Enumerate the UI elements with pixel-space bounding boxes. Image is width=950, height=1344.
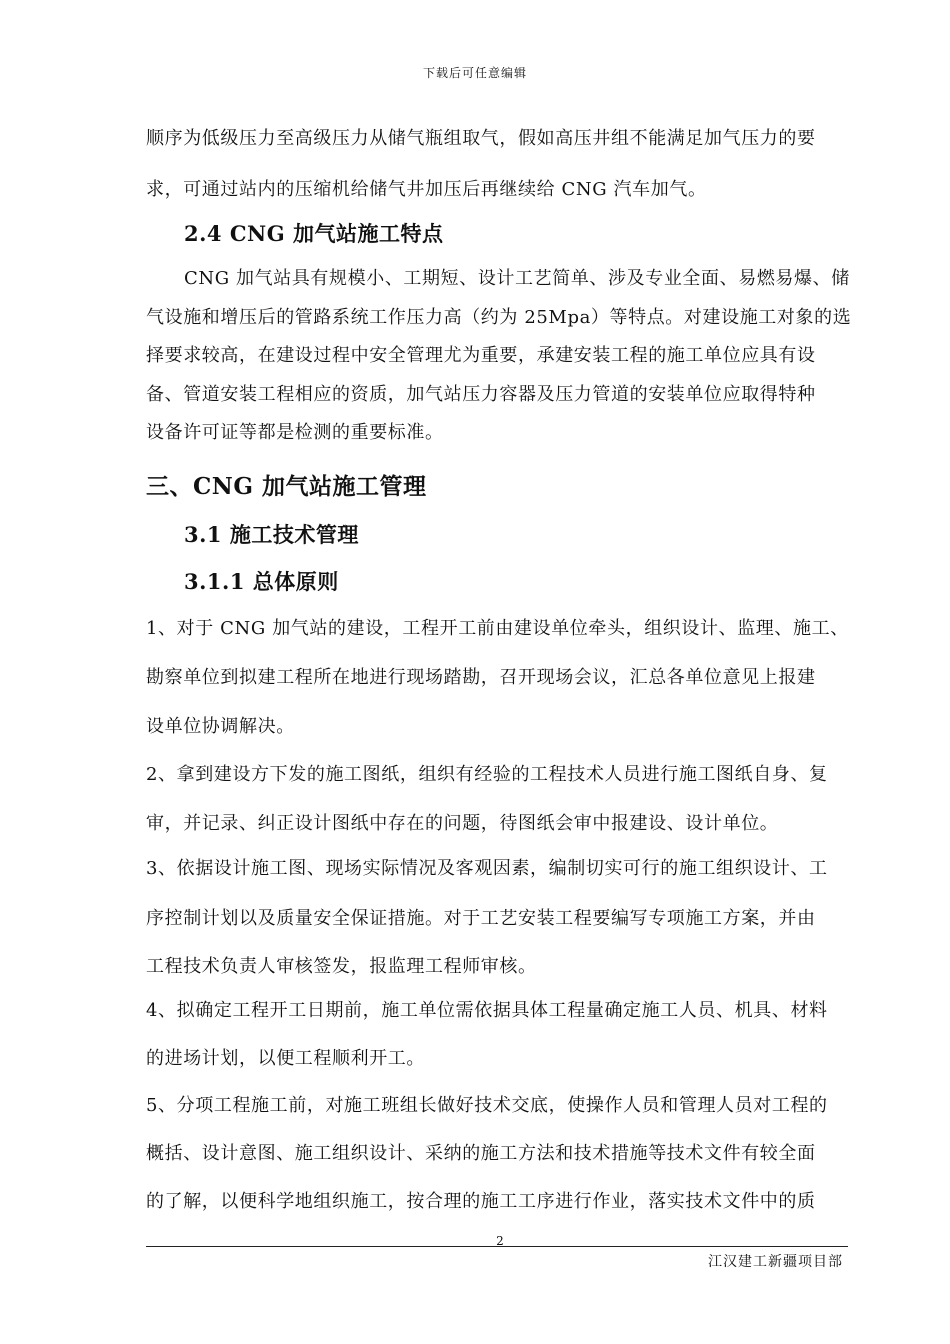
footer-organization: 江汉建工新疆项目部	[708, 1254, 843, 1270]
body-line: CNG 加气站具有规模小、工期短、设计工艺简单、涉及专业全面、易燃易爆、储	[184, 268, 850, 289]
chapter-heading-3: 三、CNG 加气站施工管理	[146, 473, 427, 500]
list-item-line: 4、拟确定工程开工日期前，施工单位需依据具体工程量确定施工人员、机具、材料	[146, 1000, 828, 1021]
body-line: 备、管道安装工程相应的资质，加气站压力容器及压力管道的安装单位应取得特种	[146, 384, 816, 405]
list-item-line: 工程技术负责人审核签发，报监理工程师审核。	[146, 956, 537, 977]
page-number: 2	[496, 1234, 504, 1248]
list-item-line: 的进场计划，以便工程顺利开工。	[146, 1048, 425, 1069]
list-item-line: 勘察单位到拟建工程所在地进行现场踏勘，召开现场会议，汇总各单位意见上报建	[146, 667, 816, 688]
section-heading-3-1: 3.1 施工技术管理	[184, 522, 359, 547]
body-line: 气设施和增压后的管路系统工作压力高（约为 25Mpa）等特点。对建设施工对象的选	[146, 307, 852, 328]
footer-divider	[146, 1246, 848, 1247]
list-item-line: 的了解，以便科学地组织施工，按合理的施工工序进行作业，落实技术文件中的质	[146, 1191, 816, 1212]
list-item-line: 2、拿到建设方下发的施工图纸，组织有经验的工程技术人员进行施工图纸自身、复	[146, 764, 828, 785]
section-heading-2-4: 2.4 CNG 加气站施工特点	[184, 221, 444, 246]
list-item-line: 1、对于 CNG 加气站的建设，工程开工前由建设单位牵头，组织设计、监理、施工、	[146, 618, 849, 639]
list-item-line: 概括、设计意图、施工组织设计、采纳的施工方法和技术措施等技术文件有较全面	[146, 1143, 816, 1164]
list-item-line: 5、分项工程施工前，对施工班组长做好技术交底，使操作人员和管理人员对工程的	[146, 1095, 828, 1116]
list-item-line: 设单位协调解决。	[146, 716, 295, 737]
body-line: 设备许可证等都是检测的重要标准。	[146, 422, 444, 443]
body-line: 求，可通过站内的压缩机给储气井加压后再继续给 CNG 汽车加气。	[146, 179, 707, 200]
list-item-line: 3、依据设计施工图、现场实际情况及客观因素，编制切实可行的施工组织设计、工	[146, 858, 828, 879]
body-line: 顺序为低级压力至高级压力从储气瓶组取气，假如高压井组不能满足加气压力的要	[146, 128, 816, 149]
list-item-line: 审，并记录、纠正设计图纸中存在的问题，待图纸会审中报建设、设计单位。	[146, 813, 779, 834]
body-line: 择要求较高，在建设过程中安全管理尤为重要，承建安装工程的施工单位应具有设	[146, 345, 816, 366]
list-item-line: 序控制计划以及质量安全保证措施。对于工艺安装工程要编写专项施工方案，并由	[146, 908, 816, 929]
page-header: 下载后可任意编辑	[422, 66, 527, 80]
section-heading-3-1-1: 3.1.1 总体原则	[184, 569, 339, 594]
